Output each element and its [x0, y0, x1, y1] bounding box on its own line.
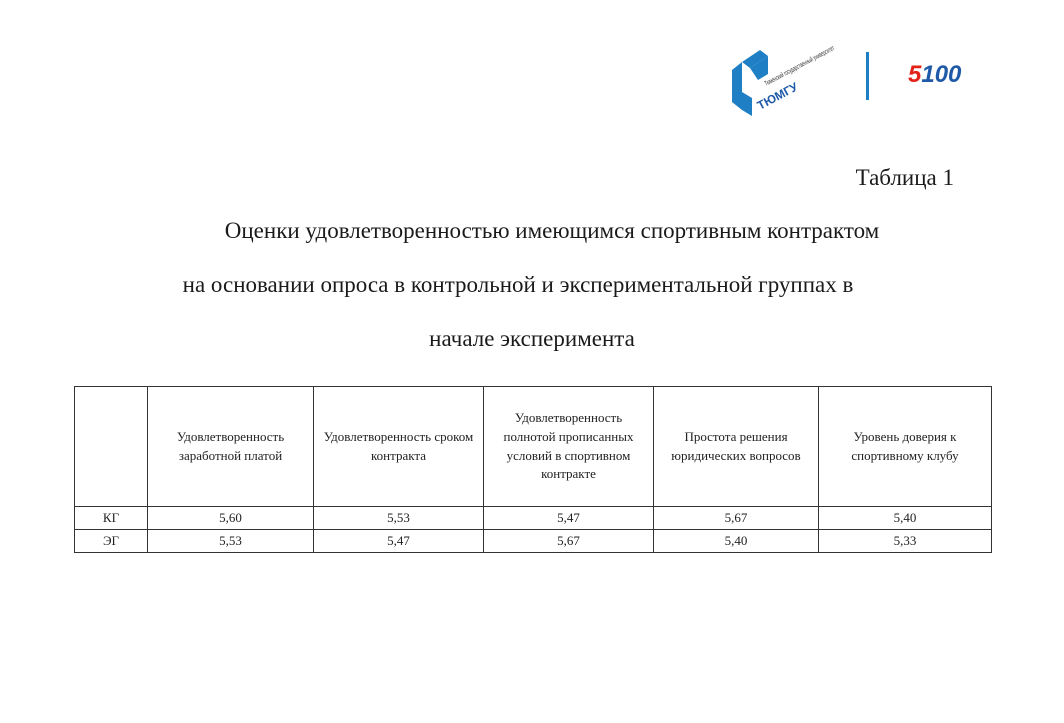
university-logo: [728, 17, 887, 120]
header-legal: Простота решения юридических вопросов: [654, 387, 819, 507]
logo-divider: [866, 52, 869, 100]
table-cell: 5,60: [148, 507, 314, 530]
header-salary: Удовлетворенность заработной платой: [148, 387, 314, 507]
program-logo-text: 5100: [906, 58, 908, 59]
table-row: [75, 530, 992, 553]
table-cell: 5,47: [484, 507, 654, 530]
header-term: Удовлетворенность сроком контракта: [314, 387, 484, 507]
caption-line-2: на основании опроса в контрольной и экспериментальной группах в: [182, 272, 854, 297]
row-group-label: ЭГ: [75, 530, 148, 553]
svg-text:5100: 5100: [908, 61, 962, 88]
table-header-row: [75, 387, 992, 507]
table-number: Таблица 1: [855, 165, 954, 190]
table-cell: 5,53: [314, 507, 484, 530]
row-group-label: КГ: [75, 507, 148, 530]
table-cell: 5,67: [654, 507, 819, 530]
caption-line-1: Оценки удовлетворенностью имеющимся спортивным контрактом: [224, 218, 880, 243]
table-cell: 5,40: [654, 530, 819, 553]
header-conditions: Удовлетворенность полнотой прописанных условий в спортивном контракте: [484, 387, 654, 507]
table-cell: 5,53: [148, 530, 314, 553]
table-cell: 5,40: [819, 507, 992, 530]
program-5100-logo: [906, 58, 986, 90]
university-tagline: Тюменский государственный университет: [763, 17, 887, 88]
caption-line-3: начале эксперимента: [429, 326, 635, 351]
table-row: [75, 507, 992, 530]
table-cell: 5,33: [819, 530, 992, 553]
table-cell: 5,67: [484, 530, 654, 553]
university-name: ТЮМГУ: [754, 79, 801, 113]
satisfaction-table: [74, 386, 992, 553]
table-cell: 5,47: [314, 530, 484, 553]
header-trust: Уровень доверия к спортивному клубу: [819, 387, 992, 507]
header-group: [75, 387, 148, 507]
